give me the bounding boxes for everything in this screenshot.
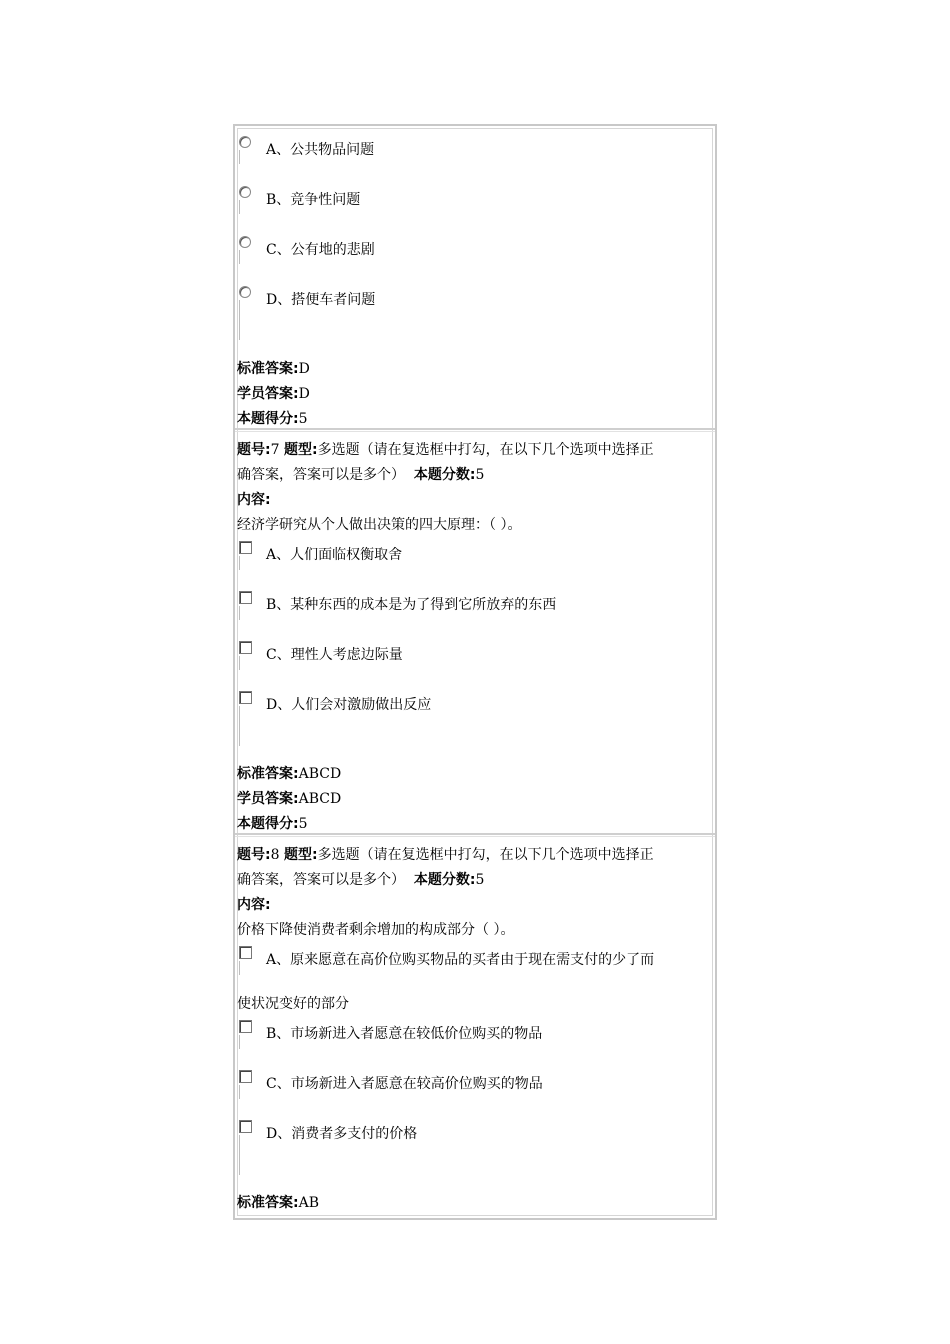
q8-option-a-rule [239,961,240,975]
q6-standard-answer: 标准答案:D [237,361,310,377]
q7-option-a-rule [239,556,240,570]
q8-header-line1: 题号:8 题型:多选题（请在复选框中打勾，在以下几个选项中选择正 [237,847,654,863]
q8-header-line2: 确答案，答案可以是多个） 本题分数:5 [237,872,485,888]
q6-option-c-radio[interactable] [239,236,251,248]
q8-content-label: 内容: [237,897,271,913]
q7-content-label: 内容: [237,492,271,508]
q7-option-d-checkbox[interactable] [239,691,252,704]
q7-option-c-rule [239,656,240,670]
q6-option-c-rule [239,250,240,264]
q8-option-b-checkbox[interactable] [239,1020,252,1033]
question-separator [235,428,715,432]
q7-option-b-rule [239,606,240,620]
q6-option-a-radio[interactable] [239,136,251,148]
q8-option-c-rule [239,1085,240,1099]
q8-option-b-rule [239,1035,240,1049]
question-separator [235,833,715,837]
q7-option-d-label: D、人们会对激励做出反应 [266,697,432,713]
q6-option-c-label: C、公有地的悲剧 [266,242,375,258]
q6-option-d-radio[interactable] [239,286,251,298]
exam-frame [233,124,717,1220]
q8-option-a-checkbox[interactable] [239,946,252,959]
q6-student-answer: 学员答案:D [237,386,310,402]
q7-score: 本题得分:5 [237,816,308,832]
q7-standard-answer: 标准答案:ABCD [237,766,342,782]
q6-option-d-label: D、搭便车者问题 [266,292,376,308]
q8-option-c-label: C、市场新进入者愿意在较高价位购买的物品 [266,1076,543,1092]
q6-option-b-rule [239,200,240,214]
q8-option-c-checkbox[interactable] [239,1070,252,1083]
q7-header-line2: 确答案，答案可以是多个） 本题分数:5 [237,467,485,483]
q8-question-text: 价格下降使消费者剩余增加的构成部分（ ）。 [237,922,515,938]
q7-option-a-checkbox[interactable] [239,541,252,554]
q7-option-c-checkbox[interactable] [239,641,252,654]
q7-student-answer: 学员答案:ABCD [237,791,342,807]
q7-option-a-label: A、人们面临权衡取舍 [266,547,403,563]
q7-header-line1: 题号:7 题型:多选题（请在复选框中打勾，在以下几个选项中选择正 [237,442,654,458]
q8-option-b-label: B、市场新进入者愿意在较低价位购买的物品 [266,1026,543,1042]
q7-option-b-label: B、某种东西的成本是为了得到它所放弃的东西 [266,597,557,613]
q8-standard-answer: 标准答案:AB [237,1195,320,1211]
q8-option-d-label: D、消费者多支付的价格 [266,1126,418,1142]
q6-option-a-label: A、公共物品问题 [266,142,375,158]
q6-option-b-radio[interactable] [239,186,251,198]
q6-option-a-rule [239,150,240,164]
q6-option-d-rule [239,300,240,340]
q8-option-d-rule [239,1135,240,1175]
q8-option-a-continuation: 使状况变好的部分 [237,996,349,1012]
q7-option-d-rule [239,706,240,746]
q7-option-c-label: C、理性人考虑边际量 [266,647,403,663]
q8-option-d-checkbox[interactable] [239,1120,252,1133]
q7-question-text: 经济学研究从个人做出决策的四大原理：（ ）。 [237,517,522,533]
q6-score: 本题得分:5 [237,411,308,427]
q7-option-b-checkbox[interactable] [239,591,252,604]
q8-option-a-label: A、原来愿意在高价位购买物品的买者由于现在需支付的少了而 [266,952,655,968]
q6-option-b-label: B、竞争性问题 [266,192,361,208]
